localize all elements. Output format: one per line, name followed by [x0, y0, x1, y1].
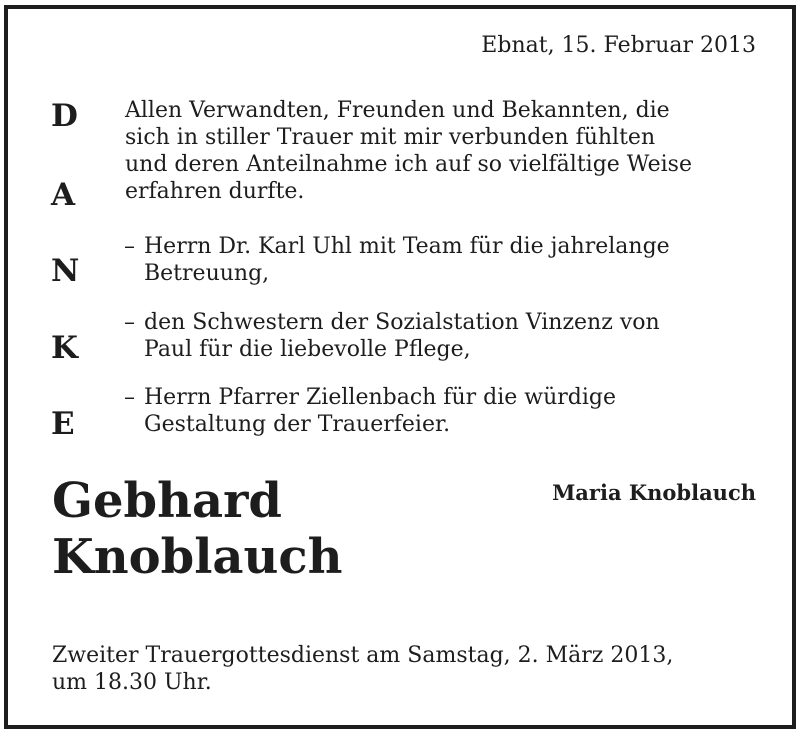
- thanks-item-line: Paul für die liebevolle Pflege,: [144, 337, 471, 362]
- dash: –: [124, 310, 135, 335]
- service-notice: [52, 642, 673, 696]
- dash: –: [124, 234, 135, 259]
- dash: –: [124, 385, 135, 410]
- danke-letter-d: D: [51, 98, 78, 134]
- service-notice-line: um 18.30 Uhr.: [52, 670, 212, 695]
- deceased-first-name: Gebhard: [52, 473, 282, 529]
- danke-letter-k: K: [51, 330, 78, 366]
- danke-letter-e: E: [51, 406, 75, 442]
- intro-line: sich in stiller Trauer mit mir verbunden fühlten: [125, 125, 656, 150]
- thanks-item-line: Herrn Dr. Karl Uhl mit Team für die jahrelange: [144, 234, 670, 259]
- thanks-item-line: den Schwestern der Sozialstation Vinzenz von: [144, 310, 660, 335]
- intro-paragraph: [125, 97, 692, 205]
- intro-line: und deren Anteilnahme ich auf so vielfältige Weise: [125, 152, 692, 177]
- service-notice-line: Zweiter Trauergottesdienst am Samstag, 2. März 2013,: [52, 643, 674, 668]
- thanks-item: [124, 309, 660, 363]
- deceased-last-name: Knoblauch: [52, 529, 343, 585]
- danke-letter-n: N: [51, 253, 80, 289]
- thanks-item-line: Gestaltung der Trauerfeier.: [144, 412, 451, 437]
- intro-line: erfahren durfte.: [125, 179, 305, 204]
- place-date: Ebnat, 15. Februar 2013: [481, 33, 756, 58]
- deceased-name: [52, 473, 343, 585]
- danke-letter-a: A: [51, 177, 76, 213]
- intro-line: Allen Verwandten, Freunden und Bekannten, die: [125, 98, 670, 123]
- signer-name: Maria Knoblauch: [552, 480, 756, 505]
- thanks-item: [124, 384, 616, 438]
- thanks-item: [124, 233, 670, 287]
- thanks-item-line: Herrn Pfarrer Ziellenbach für die würdige: [144, 385, 617, 410]
- thanks-item-line: Betreuung,: [144, 261, 270, 286]
